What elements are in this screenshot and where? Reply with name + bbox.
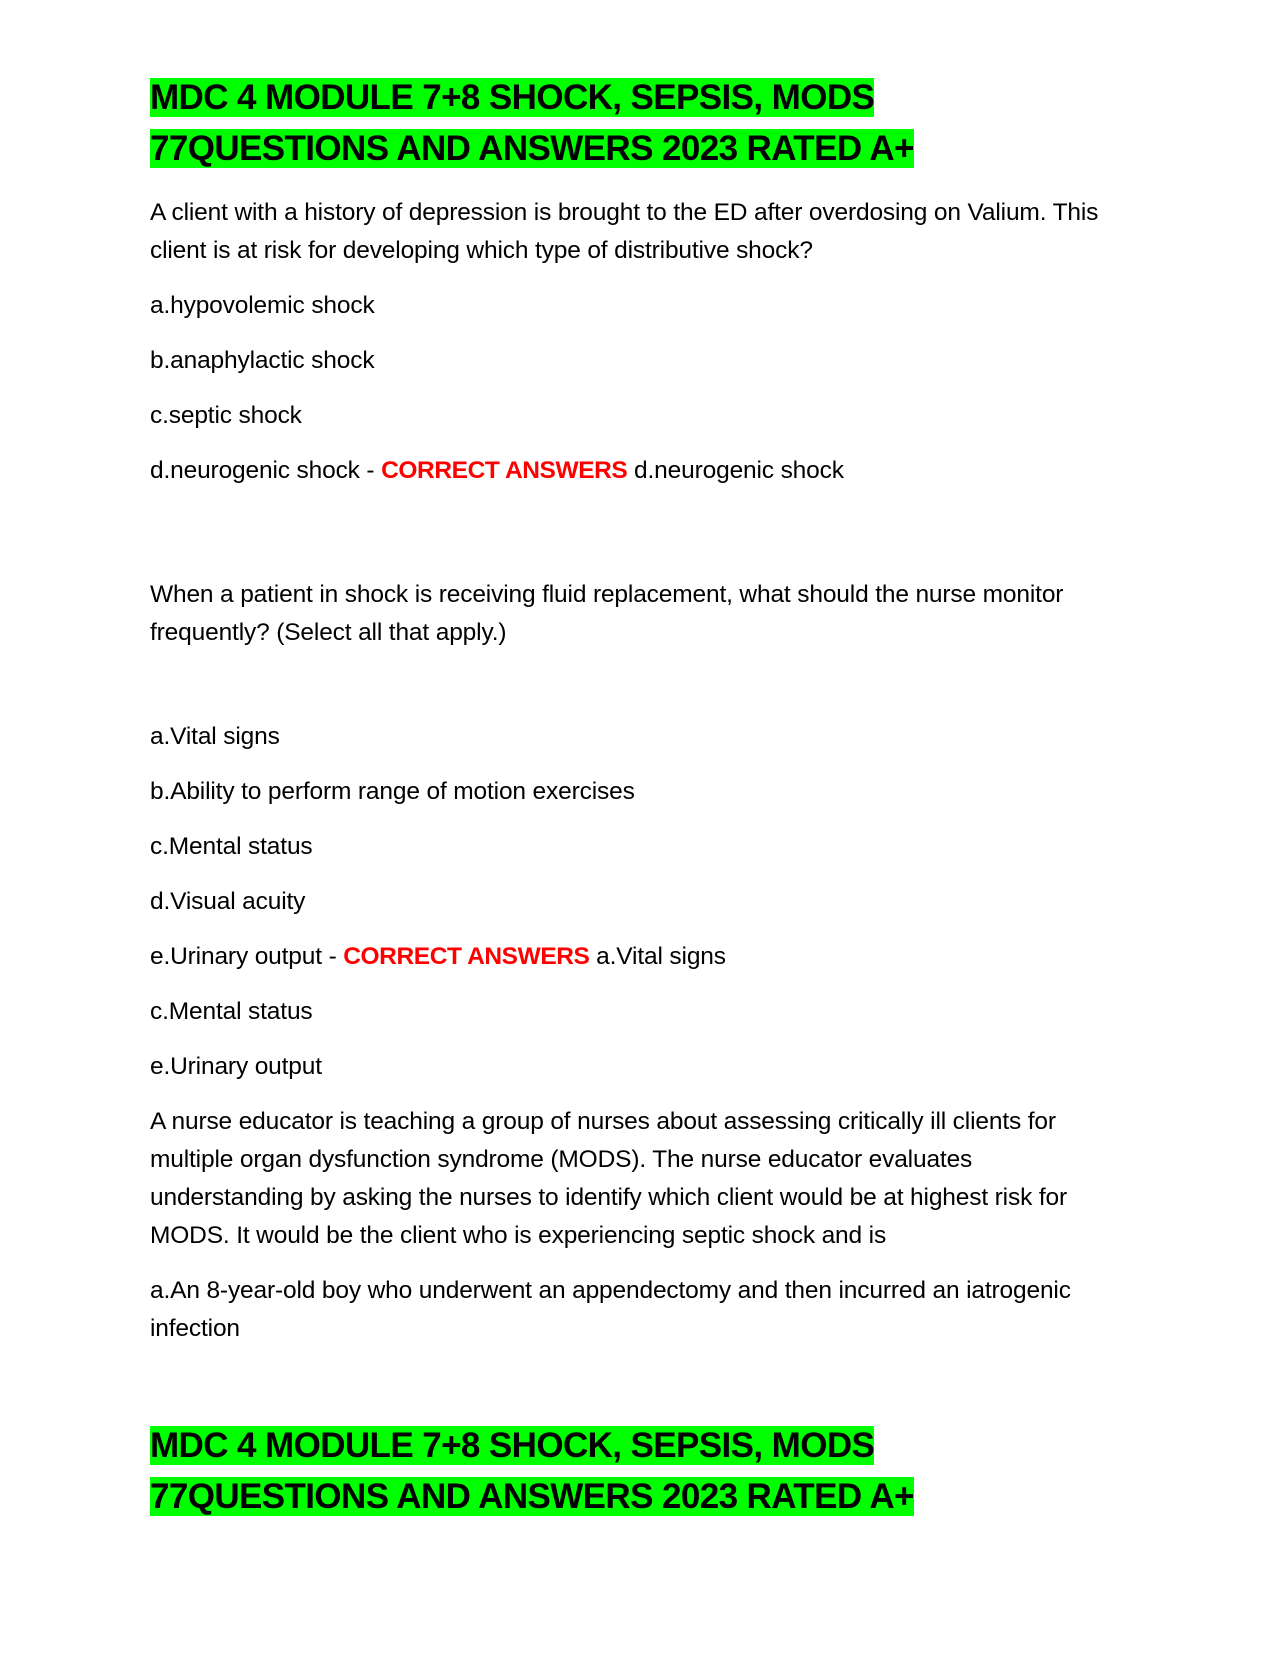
question-1-option: a.hypovolemic shock: [150, 292, 375, 319]
question-2-option: b.Ability to perform range of motion exercises: [150, 778, 635, 805]
question-2-answer-line: [150, 938, 1130, 976]
question-2-option: c.Mental status: [150, 833, 313, 860]
title-line-2: 77QUESTIONS AND ANSWERS 2023 RATED A+: [150, 129, 914, 168]
question-3-text: A nurse educator is teaching a group of nurses about assessing critically ill clients for multiple organ dysfunction syndrome (MODS). The nurse educator evaluates understanding by asking the nurses to identify which client would be at highest risk for MODS. It would be the client who is experiencing septic shock and is: [150, 1108, 1067, 1249]
question-1-text: A client with a history of depression is brought to the ED after overdosing on Valium. This client is at risk for developing which type of distributive shock?: [150, 199, 1099, 264]
footer-title-line-1: MDC 4 MODULE 7+8 SHOCK, SEPSIS, MODS: [150, 1426, 875, 1465]
question-2-option: a.Vital signs: [150, 723, 280, 750]
question-1-option: b.anaphylactic shock: [150, 347, 375, 374]
title-line-1: MDC 4 MODULE 7+8 SHOCK, SEPSIS, MODS: [150, 78, 875, 117]
correct-answers-label: CORRECT ANSWERS: [343, 943, 590, 970]
question-2-option: d.Visual acuity: [150, 888, 306, 915]
question-1-answer-line: [150, 452, 1130, 490]
question-3-option: a.An 8-year-old boy who underwent an appendectomy and then incurred an iatrogenic infection: [150, 1277, 1071, 1342]
question-2-text: When a patient in shock is receiving fluid replacement, what should the nurse monitor frequently? (Select all that apply.): [150, 581, 1064, 646]
footer-title-line-2: 77QUESTIONS AND ANSWERS 2023 RATED A+: [150, 1477, 914, 1516]
question-1-option: c.septic shock: [150, 402, 302, 429]
question-2-answer-extra: e.Urinary output: [150, 1053, 322, 1080]
question-1-option: d.neurogenic shock -: [150, 457, 382, 484]
document-title: [150, 72, 1130, 174]
document-page: [150, 72, 1130, 1542]
question-1-answer: d.neurogenic shock: [634, 457, 844, 484]
question-2-option: e.Urinary output -: [150, 943, 344, 970]
correct-answers-label: CORRECT ANSWERS: [381, 457, 628, 484]
footer-title: [150, 1420, 1130, 1522]
question-2-answer-extra: c.Mental status: [150, 998, 313, 1025]
question-2-answer: a.Vital signs: [596, 943, 726, 970]
